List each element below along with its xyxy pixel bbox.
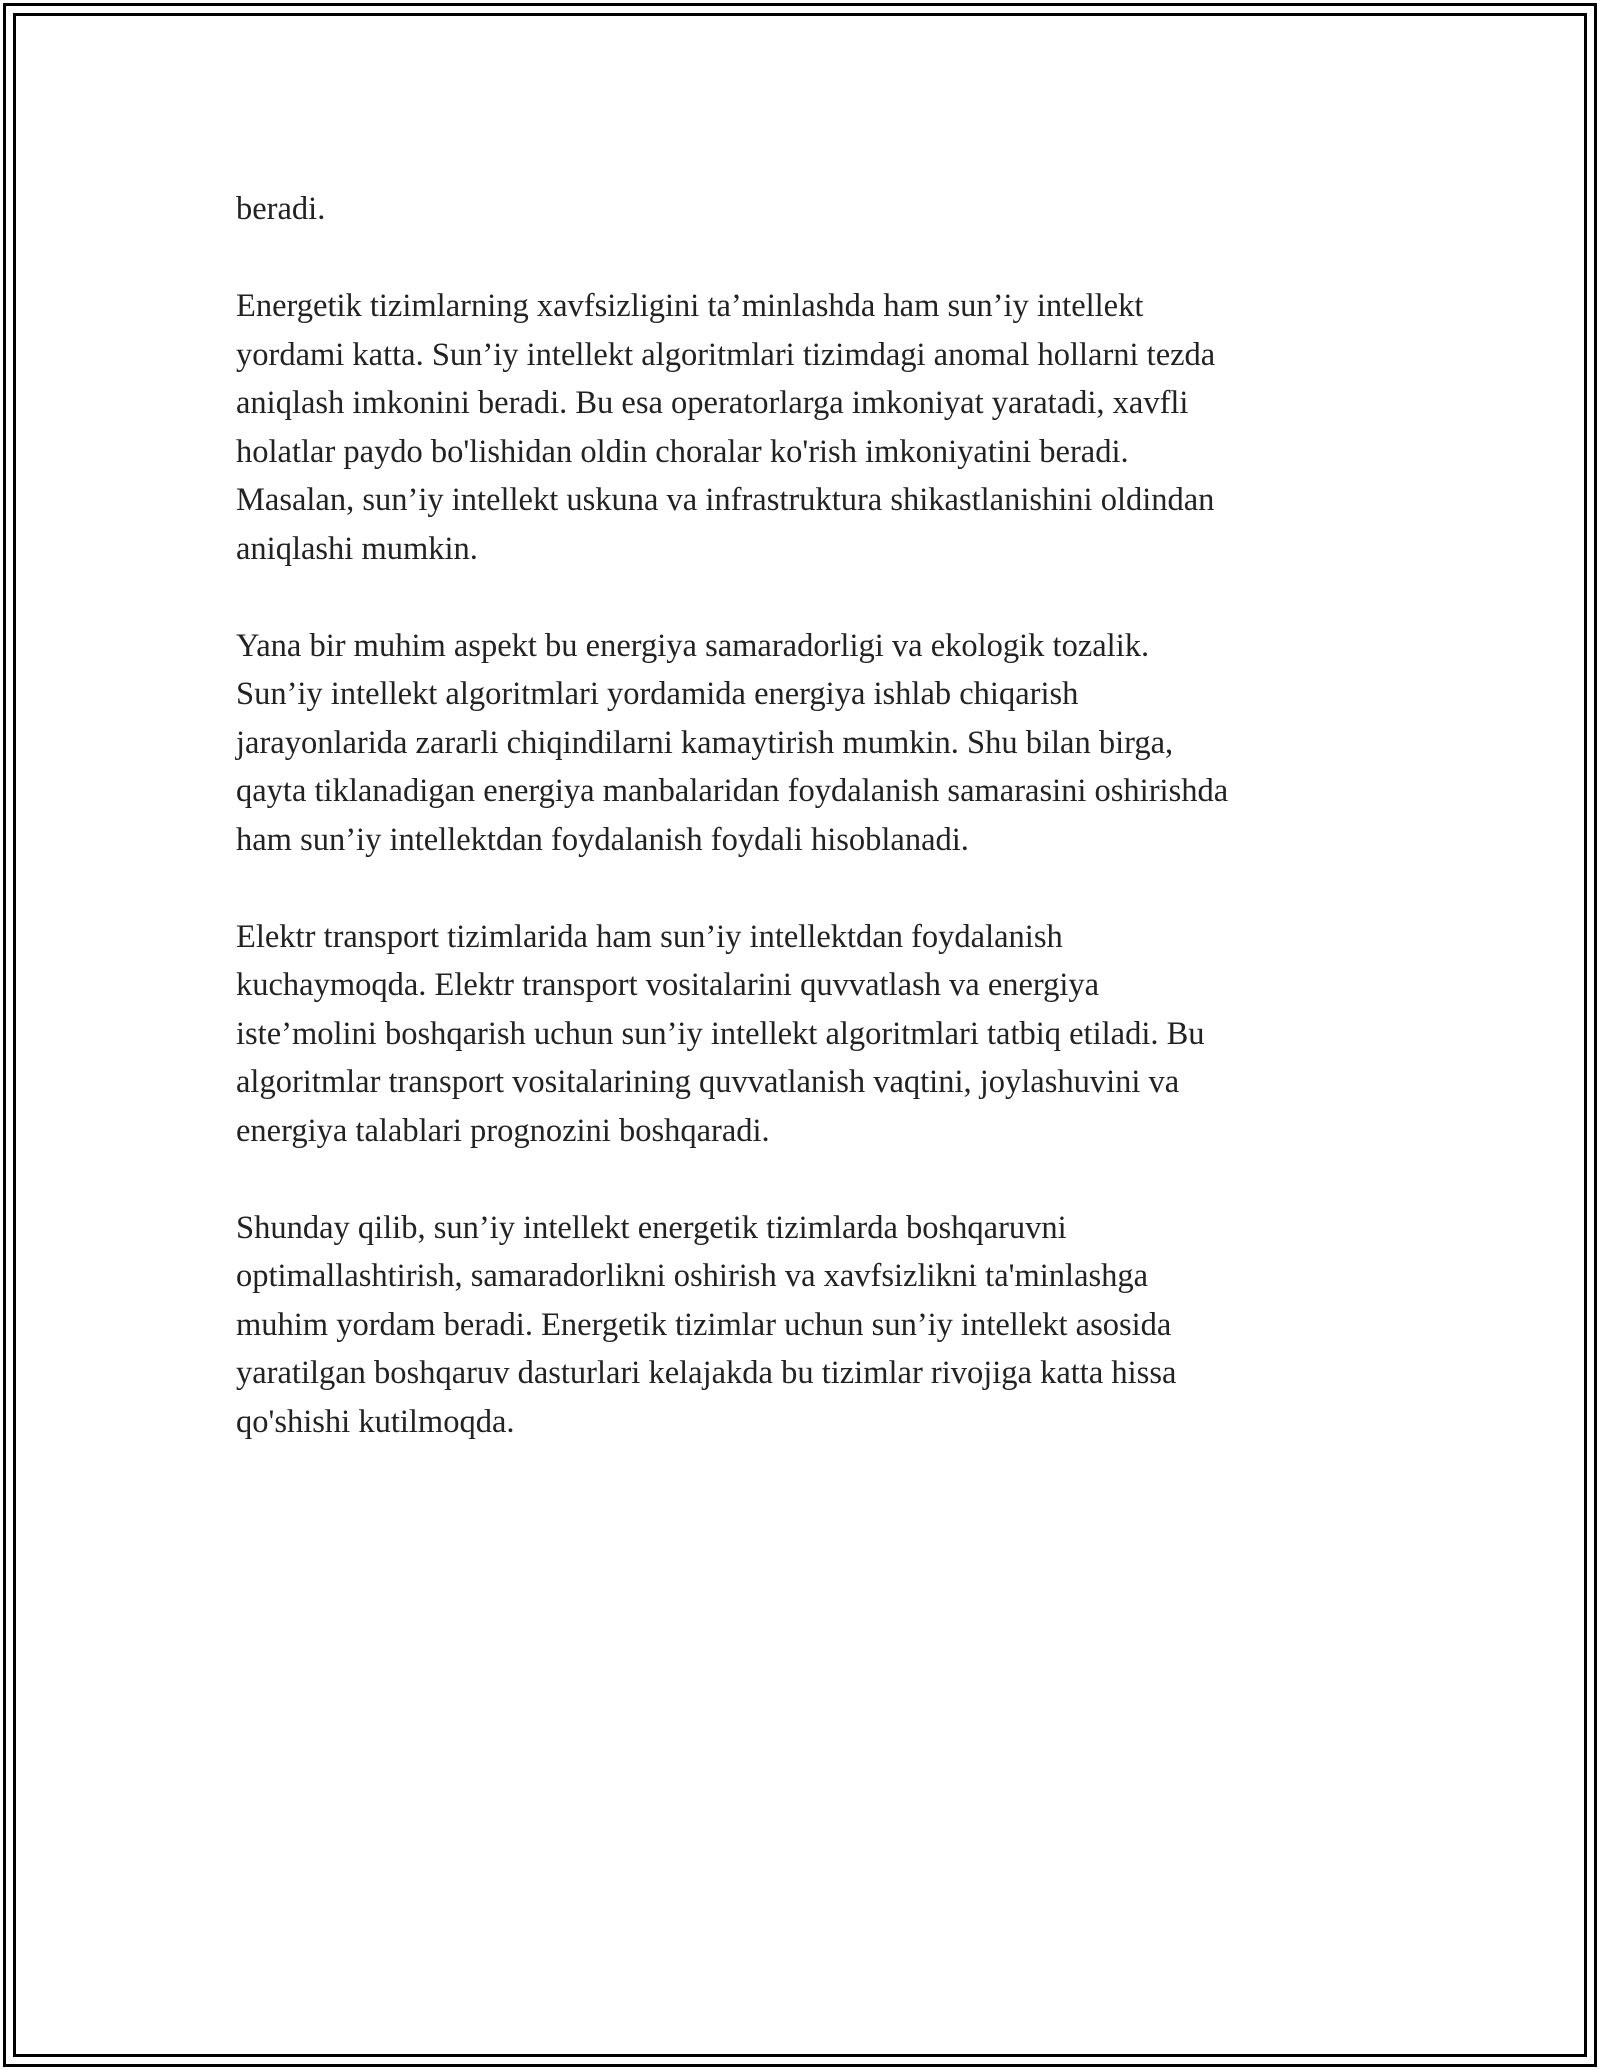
paragraph-security: Energetik tizimlarning xavfsizligini ta’minlashda ham sun’iy intellekt yordami katta. Sun’iy intellekt algoritmlari tizimdagi anomal hollarni tezda aniqlash imkonini beradi. Bu esa operatorlarga imkoniyat yaratadi, xavfli holatlar paydo bo'lishidan oldin choralar ko'rish imkoniyatini beradi. Masalan, sun’iy intellekt uskuna va infrastruktura shikastlanishini oldindan aniqlashi mumkin. xyxy=(236,288,1216,567)
paragraph-continuation: beradi. xyxy=(236,191,326,227)
paragraph-conclusion: Shunday qilib, sun’iy intellekt energetik tizimlarda boshqaruvni optimallashtirish, samaradorlikni oshirish va xavfsizlikni ta'minlashga muhim yordam beradi. Energetik tizimlar uchun sun’iy intellekt asosida yaratilgan boshqaruv dasturlari kelajakda bu tizimlar rivojiga katta hissa qo'shishi kutilmoqda. xyxy=(236,1209,1177,1440)
document-body xyxy=(236,185,1376,1495)
paragraph-efficiency: Yana bir muhim aspekt bu energiya samaradorligi va ekologik tozalik. Sun’iy intellekt algoritmlari yordamida energiya ishlab chiqarish jarayonlarida zararli chiqindilarni kamaytirish mumkin. Shu bilan birga, qayta tiklanadigan energiya manbalaridan foydalanish samarasini oshirishda ham sun’iy intellektdan foydalanish foydali hisoblanadi. xyxy=(236,627,1229,858)
paragraph-electric-transport: Elektr transport tizimlarida ham sun’iy intellektdan foydalanish kuchaymoqda. Elektr transport vositalarini quvvatlash va energiya iste’molini boshqarish uchun sun’iy intellekt algoritmlari tatbiq etiladi. Bu algoritmlar transport vositalarining quvvatlanish vaqtini, joylashuvini va energiya talablari prognozini boshqaradi. xyxy=(236,918,1205,1149)
